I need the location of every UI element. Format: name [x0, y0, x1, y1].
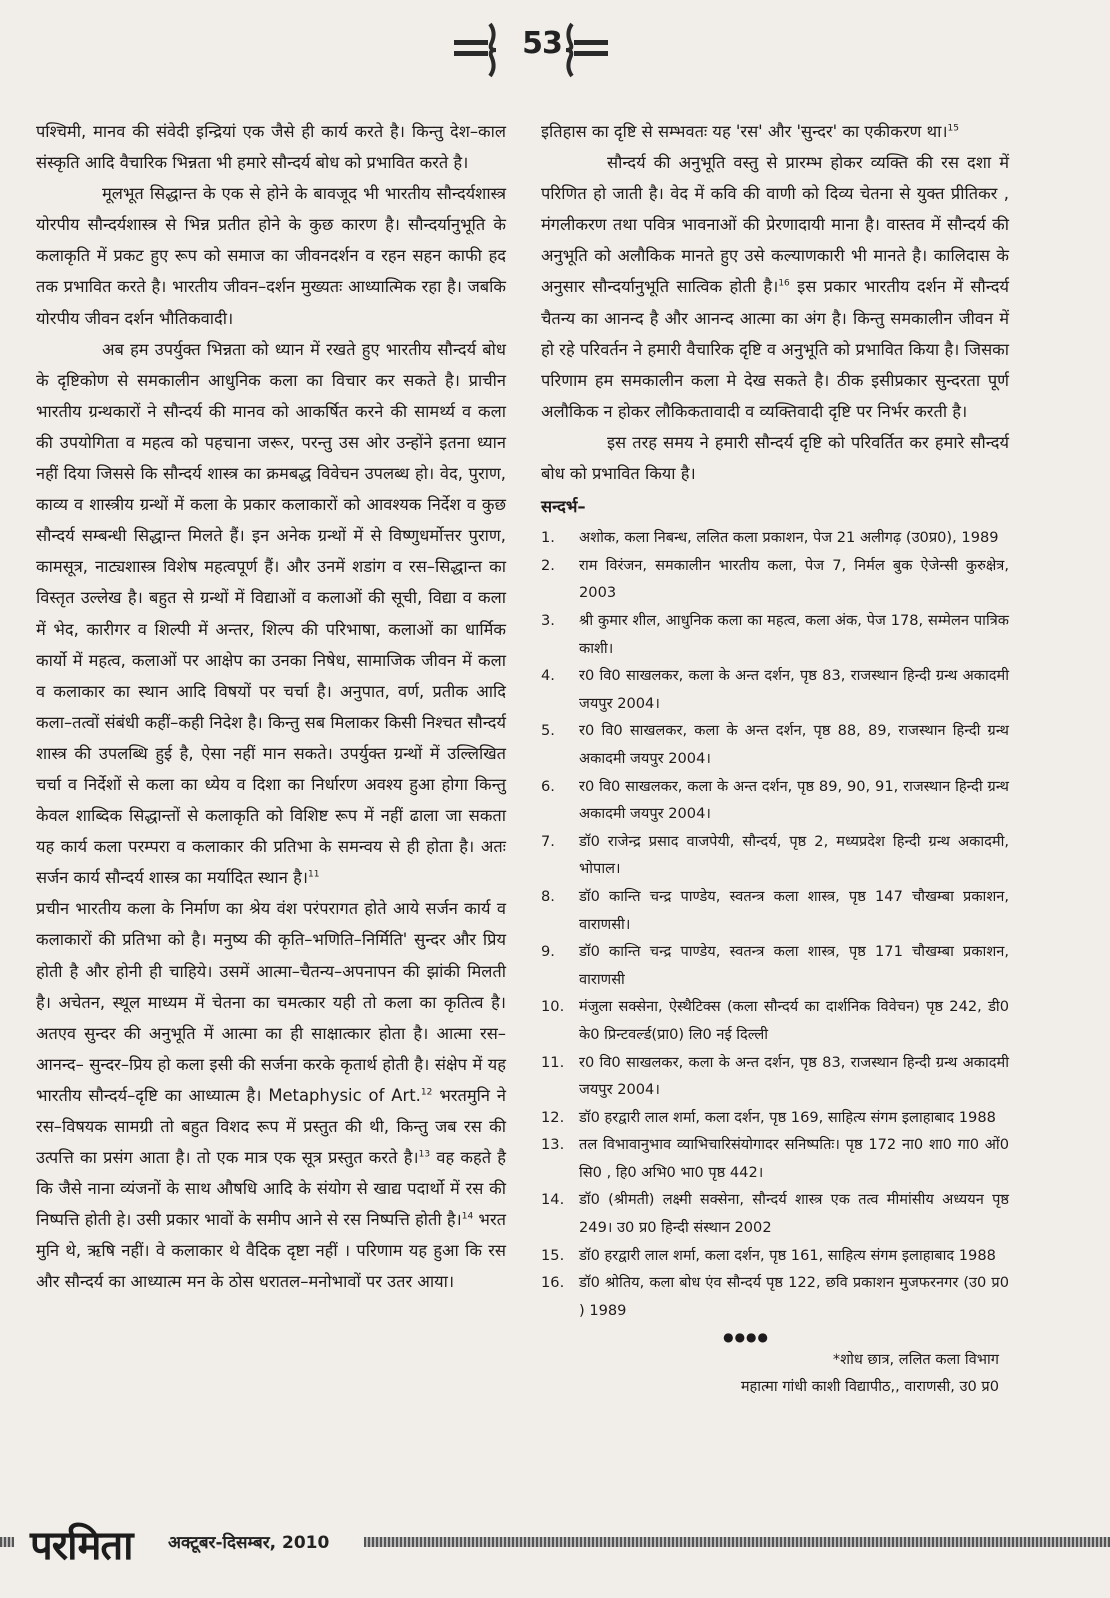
page-number-right-ornament	[560, 22, 610, 78]
reference-text: र0 वि0 साखलकर, कला के अन्त दर्शन, पृष्ठ 89, 90, 91, राजस्थान हिन्दी ग्रन्थ अकादमी जयपुर 2004।	[579, 777, 1009, 823]
footnote-marker-13: 13	[418, 1149, 431, 1160]
reference-item	[541, 717, 1009, 772]
page-header	[0, 18, 1110, 78]
reference-item	[541, 524, 1009, 552]
references-list	[541, 524, 1009, 1324]
reference-item	[541, 1104, 1009, 1132]
footnote-marker-12: 12	[420, 1087, 433, 1098]
reference-text: डॉ0 राजेन्द्र प्रसाद वाजपेयी, सौन्दर्य, पृष्ठ 2, मध्यप्रदेश हिन्दी ग्रन्थ अकादमी, भोपाल।	[579, 832, 1009, 878]
paragraph-4	[36, 893, 506, 1297]
reference-number: 3.	[541, 612, 555, 629]
paragraph-1: पश्चिमी, मानव की संवेदी इन्द्रियां एक जैसे ही कार्य करते है। किन्तु देश–काल संस्कृति आदि वैचारिक भिन्नता भी हमारे सौन्दर्य बोध को प्रभावित करते है।	[36, 122, 506, 173]
right-column	[541, 116, 1009, 1400]
page-footer	[0, 1516, 1110, 1572]
paragraph-4b-text: भरतमुनि ने रस–विषयक सामग्री तो बहुत विशद रूप में प्रस्तुत की थी, किन्तु जब रस की उत्पत्ति का प्रसंग आता है। तो एक मात्र एक सूत्र प्रस्तुत करते है।	[36, 1085, 507, 1168]
reference-text: राम विरंजन, समकालीन भारतीय कला, पेज 7, निर्मल बुक ऐजेन्सी कुरुक्षेत्र, 2003	[579, 556, 1009, 602]
reference-number: 8.	[541, 887, 555, 905]
footnote-marker-16: 16	[778, 279, 790, 289]
reference-number: 11.	[541, 1053, 565, 1071]
author-affiliation-line-2: महात्मा गांधी काशी विद्यापीठ,, वाराणसी, उ0 प्र0	[740, 1378, 999, 1396]
footnote-marker-14: 14	[461, 1211, 474, 1222]
right-paragraph-4: इस तरह समय ने हमारी सौन्दर्य दृष्टि को परिवर्तित कर हमारे सौन्दर्य बोध को प्रभावित किया है।	[541, 432, 1009, 484]
reference-item	[541, 993, 1009, 1048]
reference-text: डॉ0 हरद्वारी लाल शर्मा, कला दर्शन, पृष्ठ 161, साहित्य संगम इलाहाबाद 1988	[579, 1246, 996, 1264]
reference-number: 9.	[541, 943, 555, 961]
magazine-logo: परमिता	[30, 1522, 133, 1569]
paragraph-4c-text: वह कहते है कि जैसे नाना व्यंजनों के साथ औषधि आदि के संयोग से खाद्य पदार्थो में रस की निष्पत्ति होती हे। उसी प्रकार भावों के समीप आने से रस निष्पत्ति होती है।	[36, 1148, 507, 1230]
reference-text: तल विभावानुभाव व्याभिचारिसंयोगादर सनिष्पतिः। पृष्ठ 172 ना0 शा0 गा0 ओं0 सि0 , हि0 अभि0 भा0 पृष्ठ 442।	[579, 1136, 1009, 1181]
reference-text: डॉ0 कान्ति चन्द्र पाण्डेय, स्वतन्त्र कला शास्त्र, पृष्ठ 171 चौखम्बा प्रकाशन, वाराणसी	[579, 943, 1009, 988]
paragraph-3-text: अब हम उपर्युक्त भिन्नता को ध्यान में रखते हुए भारतीय सौन्दर्य बोध के दृष्टिकोण से समकालीन आधुनिक कला का विचार कर सकते है। प्राचीन भारतीय ग्रन्थकारों ने सौन्दर्य की मानव को आकर्षित करने की सामर्थ्य व कला की उपयोगिता व महत्व को पहचाना जरूर, परन्तु उस ओर उन्होंने इतना ध्यान नहीं दिया जिससे कि सौन्दर्य शास्त्र का क्रमबद्ध विवेचन उपलब्ध हो। वेद, पुराण, काव्य व शास्त्रीय ग्रन्थों में कला के प्रकार कलाकारों को आवश्यक निर्देश व कुछ सौन्दर्य सम्बन्धी सिद्धान्त मिलते हैं। इन अनेक ग्रन्थों में से विष्णुधर्मोत्तर पुराण, कामसूत्र, नाट्यशास्त्र विशेष महत्वपूर्ण हैं। और उनमें शडांग व रस–सिद्धान्त का विस्तृत उल्लेख है। बहुत से ग्रन्थों में विद्याओं व कलाओं की सूची, विद्या व कला में भेद, कारीगर व शिल्पी में अन्तर, शिल्प की परिभाषा, कलाओं का धार्मिक कार्यो में महत्व, कलाओं पर आक्षेप का उनका निषेध, सामाजिक जीवन में कला व कलाकार का स्थान आदि विषयों पर चर्चा है। अनुपात, वर्ण, प्रतीक आदि कला–तत्वों संबंधी कहीं–कही निदेश है। किन्तु सब मिलाकर किसी निश्चत सौन्दर्य शास्त्र की उपलब्धि हुई है, ऐसा नहीं मान सकते। उपर्युक्त ग्रन्थों में उल्लिखित चर्चा व निर्देशों से कला का ध्येय व दिशा का निर्धारण अवश्य हुआ होगा किन्तु केवल शाब्दिक सिद्धान्तों से कलाकृति को विशिष्ट रूप में नहीं ढाला जा सकता यह कार्य कला परम्परा व कलाकार की प्रतिभा के समन्वय से ही होता है। अतः सर्जन कार्य सौन्दर्य शास्त्र का मर्यादित स्थान है।	[36, 339, 506, 888]
reference-item	[541, 1131, 1009, 1186]
reference-text: र0 वि0 साखलकर, कला के अन्त दर्शन, पृष्ठ 88, 89, राजस्थान हिन्दी ग्रन्थ अकादमी जयपुर 2004।	[579, 722, 1009, 767]
reference-item	[541, 662, 1009, 717]
paragraph-4-text: प्रचीन भारतीय कला के निर्माण का श्रेय वंश परंपरागत होते आये सर्जन कार्य व कलाकारों की प्रतिभा को है। मनुष्य की कृति–भणिति–निर्मिति' सुन्दर और प्रिय होती है और होनी ही चाहिये। उसमें आत्मा–चैतन्य–अपनापन की झांकी मिलती है। अचेतन, स्थूल माध्यम में चेतना का चमत्कार यही तो कला का कृतित्व है। अतएव सुन्दर की अनुभूति में आत्मा का ही साक्षात्कार होता है। आत्मा रस–आनन्द– सुन्दर–प्रिय हो कला इसी की सर्जना करके कृतार्थ होती है। संक्षेप में यह भारतीय सौन्दर्य–दृष्टि का आध्यात्म है। Metaphysic of Art.	[36, 899, 506, 1105]
end-ornament: ●●●●	[723, 1330, 769, 1345]
right-paragraph-1	[541, 116, 1009, 147]
reference-number: 16.	[541, 1274, 565, 1292]
reference-text: श्री कुमार शील, आधुनिक कला का महत्व, कला अंक, पेज 178, सम्मेलन पात्रिक काशी।	[579, 612, 1009, 657]
reference-number: 14.	[541, 1191, 565, 1209]
reference-text: डॉ0 हरद्वारी लाल शर्मा, कला दर्शन, पृष्ठ 169, साहित्य संगम इलाहाबाद 1988	[579, 1108, 996, 1126]
reference-item	[541, 607, 1009, 662]
footnote-marker-11: 11	[308, 869, 320, 880]
right-paragraph-3-text: इस प्रकार भारतीय दर्शन में सौन्दर्य चैतन्य का आनन्द है और आनन्द आत्मा का अंग है। किन्तु समकालीन जीवन में हो रहे परिवर्तन ने हमारी वैचारिक दृष्टि व अनुभूति को प्रभावित किया है। जिसका परिणाम हम समकालीन कला मे देख सकते है। ठीक इसीप्रकार सुन्दरता पूर्ण अलौकिक न होकर लौकिकतावादी व व्यक्तिवादी दृष्टि पर निर्भर करती है।	[541, 277, 1009, 421]
reference-number: 15.	[541, 1246, 565, 1264]
references-heading: सन्दर्भ–	[541, 497, 586, 517]
reference-item	[541, 1186, 1009, 1241]
reference-number: 7.	[541, 832, 555, 850]
reference-item	[541, 938, 1009, 993]
reference-number: 2.	[541, 556, 555, 574]
reference-text: र0 वि0 साखलकर, कला के अन्त दर्शन, पृष्ठ 83, राजस्थान हिन्दी ग्रन्थ अकादमी जयपुर 2004।	[579, 1053, 1009, 1099]
paragraph-4d-text: भरत मुनि थे, ऋषि नहीं। वे कलाकार थे वैदिक दृष्टा नहीं । परिणाम यह हुआ कि रस और सौन्दर्य का आध्यात्म मन के ठोस धरातल–मनोभावों पर उतर आया।	[36, 1210, 506, 1292]
right-paragraph-2	[541, 147, 1009, 427]
paragraph-3	[36, 334, 506, 894]
reference-number: 13.	[541, 1136, 565, 1154]
reference-text: अशोक, कला निबन्ध, ललित कला प्रकाशन, पेज 21 अलीगढ़ (उ0प्र0), 1989	[579, 529, 999, 547]
reference-number: 5.	[541, 722, 555, 740]
reference-item	[541, 773, 1009, 828]
reference-number: 10.	[541, 998, 565, 1016]
reference-item	[541, 1049, 1009, 1104]
reference-text: र0 वि0 साखलकर, कला के अन्त दर्शन, पृष्ठ 83, राजस्थान हिन्दी ग्रन्थ अकादमी जयपुर 2004।	[579, 667, 1009, 712]
reference-number: 1.	[541, 529, 555, 547]
reference-item	[541, 828, 1009, 883]
page-number-left-ornament	[452, 22, 502, 78]
reference-number: 4.	[541, 667, 555, 685]
footnote-marker-15: 15	[947, 123, 959, 134]
reference-number: 6.	[541, 777, 555, 795]
reference-item	[541, 1269, 1009, 1324]
reference-number: 12.	[541, 1108, 565, 1126]
reference-text: मंजुला सक्सेना, ऐस्थैटिक्स (कला सौन्दर्य का दार्शनिक विवेचन) पृष्ठ 242, डी0 के0 प्रिन्टवर्ल्ड(प्रा0) लि0 नई दिल्ली	[579, 998, 1009, 1043]
paragraph-2: मूलभूत सिद्धान्त के एक से होने के बावजूद भी भारतीय सौन्दर्यशास्त्र योरपीय सौन्दर्यशास्त्र से भिन्न प्रतीत होने के कुछ कारण है। सौन्दर्यानुभूति के कलाकृति में प्रकट हुए रूप को समाज का जीवनदर्शन व रहन सहन काफी हद तक प्रभावित करते है। भारतीय जीवन–दर्शन मुख्यतः आध्यात्मिक रहा है। जबकि योरपीय जीवन दर्शन भौतिकवादी।	[36, 184, 506, 328]
reference-text: डॉ0 कान्ति चन्द्र पाण्डेय, स्वतन्त्र कला शास्त्र, पृष्ठ 147 चौखम्बा प्रकाशन, वाराणसी।	[579, 887, 1009, 933]
page-number: 53	[522, 26, 562, 61]
right-paragraph-1-text: इतिहास का दृष्टि से सम्भवतः यह 'रस' और 'सुन्दर' का एकीकरण था।	[541, 122, 948, 141]
reference-item	[541, 1242, 1009, 1270]
issue-date: अक्टूबर-दिसम्बर, 2010	[168, 1533, 330, 1553]
right-paragraph-2-text: सौन्दर्य की अनुभूति वस्तु से प्रारम्भ होकर व्यक्ति की रस दशा में परिणित हो जाती है। वेद में कवि की वाणी को दिव्य चेतना से युक्त प्रीतिकर , मंगलीकरण तथा पवित्र भावनाओं की प्रेरणादायी माना है। वास्तव में सौन्दर्य की अनुभूति को अलौकिक मानते हुए उसे कल्याणकारी भी मानते है। कालिदास के अनुसार सौन्दर्यानुभूति सात्विक होती है।	[541, 153, 1009, 297]
left-column	[36, 116, 506, 1298]
reference-item	[541, 552, 1009, 607]
reference-text: डॉ0 (श्रीमती) लक्ष्मी सक्सेना, सौन्दर्य शास्त्र एक तत्व मीमांसीय अध्ययन पृष्ठ 249। उ0 प्र0 हिन्दी संस्थान 2002	[579, 1191, 1009, 1237]
reference-text: डॉ0 श्रोतिय, कला बोध एंव सौन्दर्य पृष्ठ 122, छवि प्रकाशन मुजफरनगर (उ0 प्र0 ) 1989	[579, 1274, 1009, 1319]
author-affiliation-line-1: *शोध छात्र, ललित कला विभाग	[832, 1351, 999, 1369]
reference-item	[541, 883, 1009, 938]
